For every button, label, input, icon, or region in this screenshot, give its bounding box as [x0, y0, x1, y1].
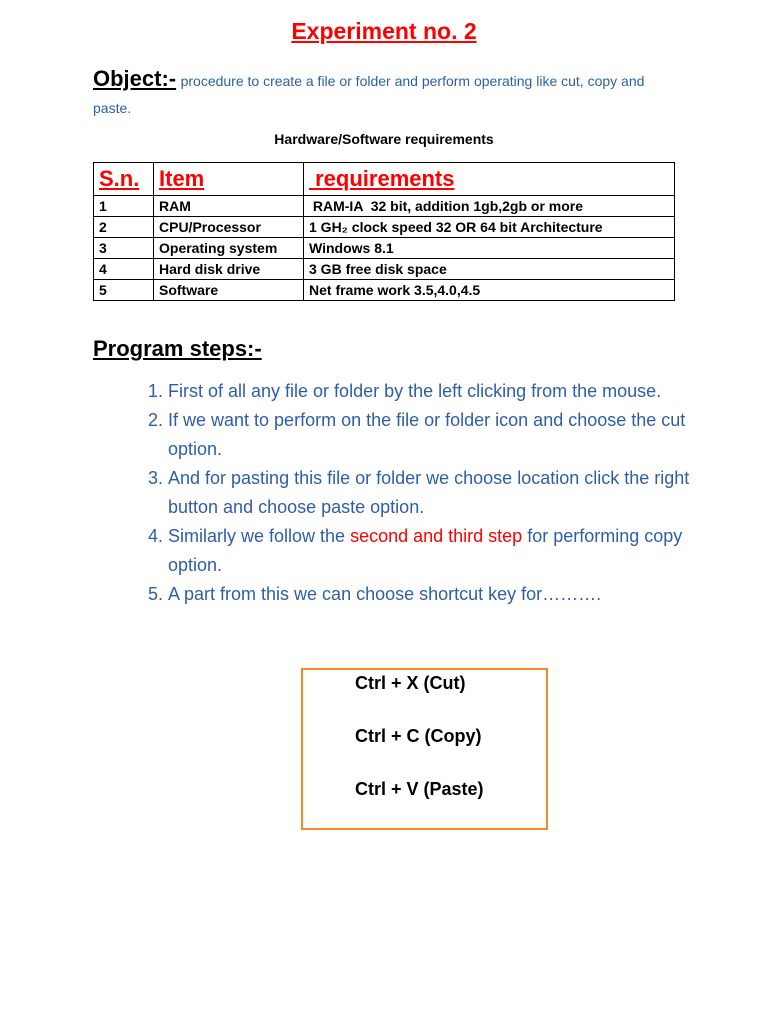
- shortcut-paste: Ctrl + V (Paste): [355, 779, 484, 799]
- shortcut-copy: Ctrl + C (Copy): [355, 726, 482, 746]
- step-item: 1. First of all any file or folder by the left clicking from the mouse.: [168, 377, 728, 406]
- cell-sn: 1: [94, 196, 154, 217]
- cell-sn: 3: [94, 238, 154, 259]
- cell-requirement: RAM-IA 32 bit, addition 1gb,2gb or more: [304, 196, 675, 217]
- shortcut-cut: Ctrl + X (Cut): [355, 673, 466, 693]
- program-steps-list: [142, 377, 728, 609]
- table-row: [94, 259, 675, 280]
- step-text: for performing copy option.: [168, 526, 683, 575]
- cell-requirement: 3 GB free disk space: [304, 259, 675, 280]
- cell-item: Operating system: [154, 238, 304, 259]
- table-row: [94, 280, 675, 301]
- cell-requirement: Windows 8.1: [304, 238, 675, 259]
- object-label: Object:-: [93, 66, 177, 91]
- header-sn: S.n.: [94, 163, 154, 196]
- cell-item: Software: [154, 280, 304, 301]
- step-text: Similarly we follow the: [168, 526, 351, 546]
- cell-sn: 5: [94, 280, 154, 301]
- step-item: 2. If we want to perform on the file or folder icon and choose the cut option.: [168, 406, 728, 464]
- table-row: [94, 217, 675, 238]
- table-row: [94, 238, 675, 259]
- cell-item: RAM: [154, 196, 304, 217]
- cell-item: CPU/Processor: [154, 217, 304, 238]
- cell-sn: 2: [94, 217, 154, 238]
- step-highlight: second and third step: [350, 526, 523, 546]
- object-text: procedure to create a file or folder and perform operating like cut, copy and paste.: [93, 73, 645, 116]
- program-steps-heading: Program steps:-: [93, 336, 262, 361]
- requirements-heading: Hardware/Software requirements: [274, 131, 494, 147]
- cell-sn: 4: [94, 259, 154, 280]
- object-section: [93, 66, 673, 122]
- table-header-row: [94, 163, 675, 196]
- step-item: 5. A part from this we can choose shortcut key for……….: [168, 580, 728, 609]
- cell-requirement: Net frame work 3.5,4.0,4.5: [304, 280, 675, 301]
- header-item: Item: [154, 163, 304, 196]
- shortcut-box: [301, 668, 548, 830]
- table-row: [94, 196, 675, 217]
- step-item: 3. And for pasting this file or folder we choose location click the right button and choose paste option.: [168, 464, 728, 522]
- cell-item: Hard disk drive: [154, 259, 304, 280]
- cell-requirement: 1 GH₂ clock speed 32 OR 64 bit Architecture: [304, 217, 675, 238]
- experiment-title: Experiment no. 2: [291, 18, 477, 44]
- header-requirements: requirements: [304, 163, 675, 196]
- requirements-table: [93, 162, 675, 301]
- step-item: [168, 522, 728, 580]
